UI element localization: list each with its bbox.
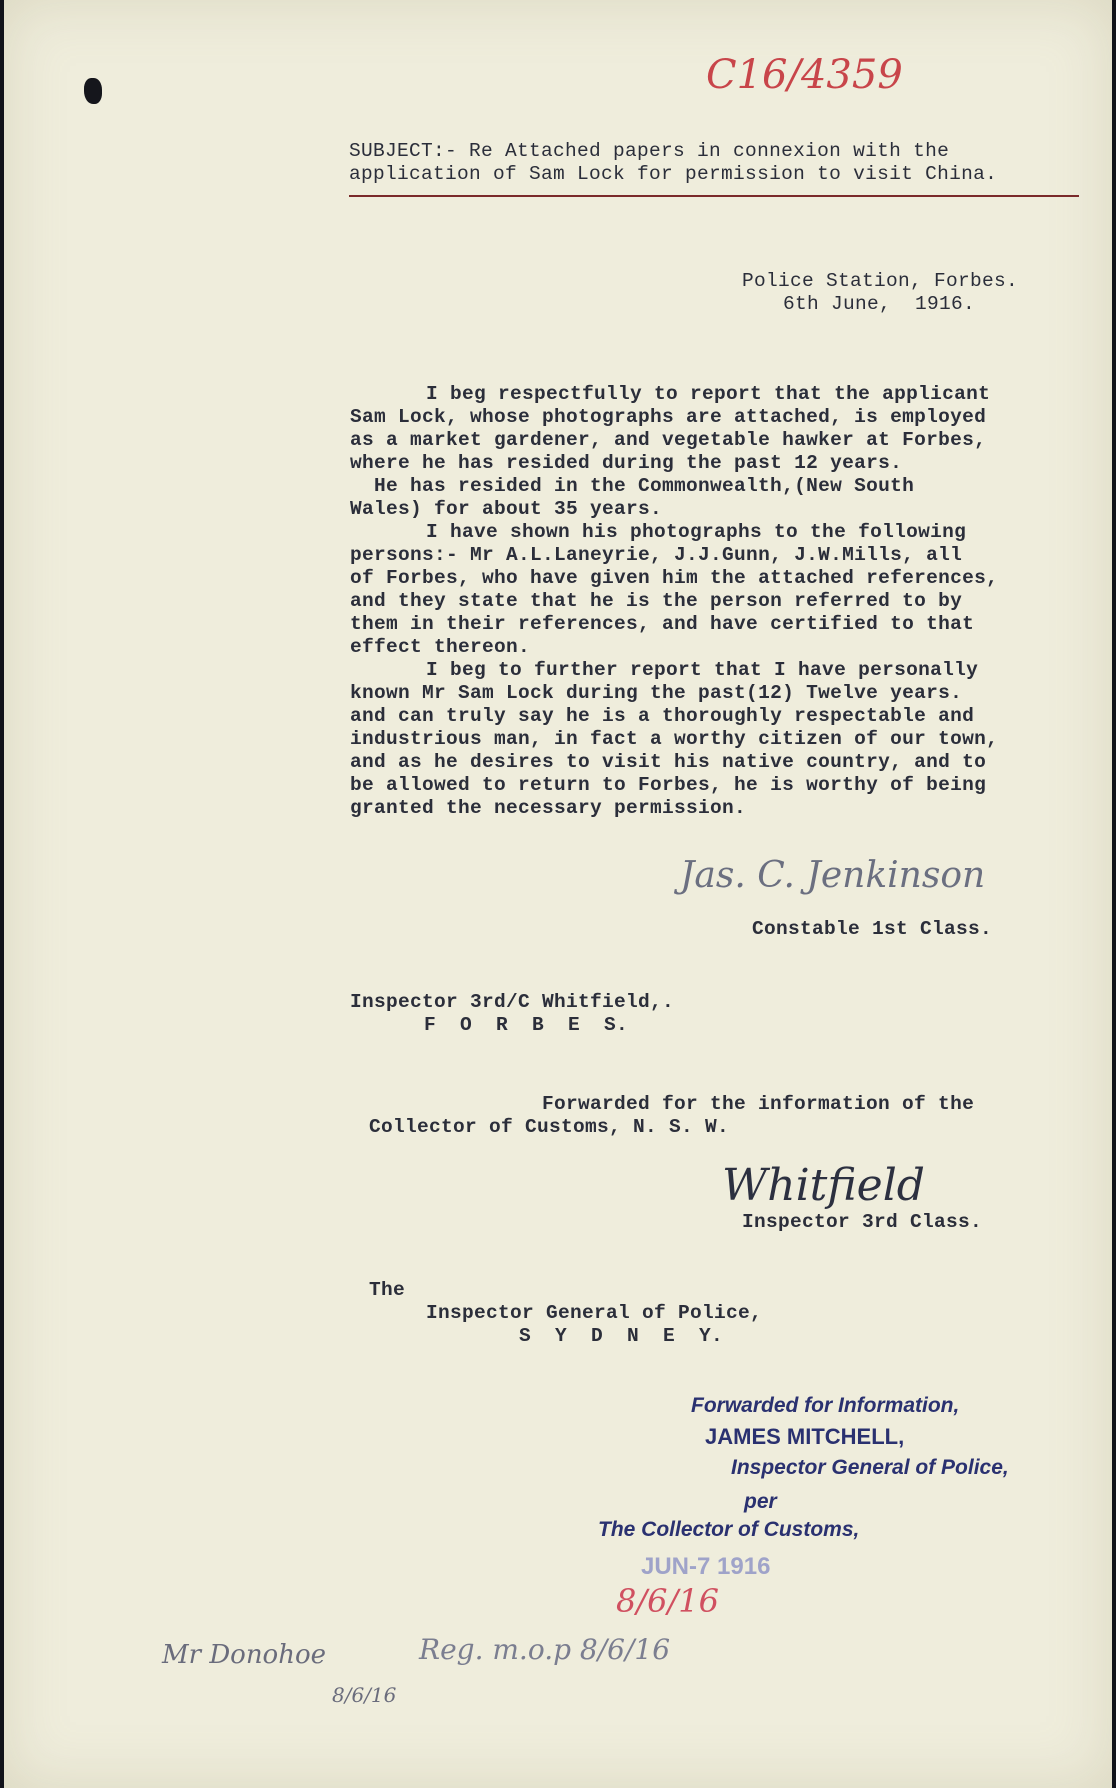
forward1-line2: Collector of Customs, N. S. W.: [369, 1116, 730, 1138]
place: Police Station, Forbes.: [742, 270, 1019, 292]
body-line: and can truly say he is a thoroughly respectable and: [350, 705, 975, 727]
body-line: as a market gardener, and vegetable hawker at Forbes,: [350, 429, 987, 451]
date: 6th June, 1916.: [783, 293, 976, 315]
body-line: effect thereon.: [350, 636, 531, 658]
forward1-line1: Forwarded for the information of the: [542, 1093, 975, 1115]
body-line: and as he desires to visit his native country, and to: [350, 751, 987, 773]
reference-number: C16/4359: [706, 52, 903, 98]
body-line: be allowed to return to Forbes, he is worthy of being: [350, 774, 987, 796]
body-line: Wales) for about 35 years.: [350, 498, 663, 520]
body-line: Sam Lock, whose photographs are attached, is employed: [350, 406, 987, 428]
body-line: granted the necessary permission.: [350, 797, 747, 819]
handwritten-note: Mr Donohoe: [162, 1640, 326, 1670]
constable-signature: Jas. C. Jenkinson: [680, 855, 986, 896]
handwritten-note2: Reg. m.o.p 8/6/16: [419, 1633, 671, 1666]
inspector-signature: Whitfield: [722, 1160, 925, 1211]
body-line: persons:- Mr A.L.Laneyrie, J.J.Gunn, J.W.Mills, all: [350, 544, 963, 566]
stamp-line1: Forwarded for Information,: [691, 1394, 960, 1417]
punch-hole: [84, 78, 102, 104]
addressee1-line1: Inspector 3rd/C Whitfield,.: [350, 991, 675, 1013]
body-line: I have shown his photographs to the following: [426, 521, 967, 543]
subject-underline: [349, 195, 1079, 197]
addressee2-line2: Inspector General of Police,: [426, 1302, 763, 1324]
body-line: known Mr Sam Lock during the past(12) Twelve years.: [350, 682, 963, 704]
subject-line-2: application of Sam Lock for permission to visit China.: [349, 163, 998, 185]
handwritten-date: 8/6/16: [616, 1582, 719, 1620]
inspector-rank: Inspector 3rd Class.: [742, 1211, 983, 1233]
constable-rank: Constable 1st Class.: [752, 918, 993, 940]
body-line: industrious man, in fact a worthy citizen of our town,: [350, 728, 999, 750]
addressee2-line1: The: [369, 1279, 406, 1301]
addressee1-line2: F O R B E S.: [424, 1014, 629, 1036]
stamp-line3: Inspector General of Police,: [731, 1456, 1009, 1479]
stamp-line4: per: [744, 1490, 777, 1513]
document-page: [4, 0, 1112, 1788]
stamp-date: JUN-7 1916: [641, 1553, 771, 1580]
stamp-line5: The Collector of Customs,: [598, 1518, 860, 1541]
body-line: of Forbes, who have given him the attached references,: [350, 567, 999, 589]
subject-line-1: SUBJECT:- Re Attached papers in connexion with the: [349, 140, 950, 162]
body-line: and they state that he is the person referred to by: [350, 590, 963, 612]
body-line: I beg to further report that I have personally: [426, 659, 979, 681]
body-line: He has resided in the Commonwealth,(New South: [374, 475, 915, 497]
body-line: I beg respectfully to report that the applicant: [426, 383, 991, 405]
body-line: where he has resided during the past 12 years.: [350, 452, 903, 474]
body-line: them in their references, and have certified to that: [350, 613, 975, 635]
stamp-line2: JAMES MITCHELL,: [705, 1424, 905, 1449]
addressee2-line3: S Y D N E Y.: [519, 1325, 724, 1347]
handwritten-note3: 8/6/16: [332, 1683, 397, 1707]
